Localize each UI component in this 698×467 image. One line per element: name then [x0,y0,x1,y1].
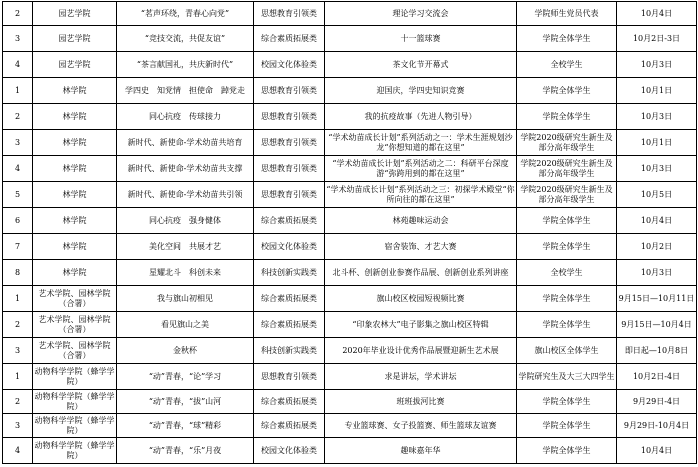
audience-cell: 学院师生党员代表 [517,2,617,26]
theme-cell: 同心抗疫 传球接力 [117,104,254,130]
category-cell: 综合素质拓展类 [254,414,325,438]
audience-cell: 全校学生 [517,260,617,286]
college-cell: 林学院 [33,104,117,130]
table-row [3,78,697,104]
college-cell: 园艺学院 [33,26,117,52]
activity-cell: 理论学习交流会 [325,2,517,26]
table-row [3,414,697,438]
college-cell: 林学院 [33,156,117,182]
audience-cell: 旗山校区全体学生 [517,338,617,364]
category-cell: 校园文化体验类 [254,234,325,260]
category-cell: 综合素质拓展类 [254,390,325,414]
audience-cell: 学院全体学生 [517,312,617,338]
row-number-cell: 2 [3,104,33,130]
theme-cell: 金秋杯 [117,338,254,364]
table-row [3,364,697,390]
date-cell: 10月2日-3日 [617,26,697,52]
row-number-cell: 4 [3,438,33,464]
audience-cell: 学院全体学生 [517,104,617,130]
table-row [3,182,697,208]
date-cell: 10月2日 [617,234,697,260]
audience-cell: 学院2020级研究生新生及部分高年级学生 [517,156,617,182]
audience-cell: 学院研究生及大三大四学生 [517,364,617,390]
row-number-cell: 5 [3,182,33,208]
audience-cell: 学院全体学生 [517,78,617,104]
audience-cell: 学院2020级研究生新生及部分高年级学生 [517,182,617,208]
activity-cell: “学术幼苗成长计划”系列活动之一：学术生涯规划沙龙“你想知道的都在这里” [325,130,517,156]
college-cell: 动物科学学院（蜂学学院） [33,364,117,390]
activity-cell: 迎国庆，学四史知识竞赛 [325,78,517,104]
category-cell: 校园文化体验类 [254,52,325,78]
row-number-cell: 6 [3,208,33,234]
theme-cell: 新时代、新使命-学术幼苗共培育 [117,130,254,156]
activity-cell: “印象农林大”电子影集之旗山校区特辑 [325,312,517,338]
theme-cell: “动”青春，“拔”山河 [117,390,254,414]
row-number-cell: 8 [3,260,33,286]
row-number-cell: 3 [3,338,33,364]
date-cell: 10月4日 [617,2,697,26]
category-cell: 思想教育引领类 [254,182,325,208]
audience-cell: 学院全体学生 [517,438,617,464]
category-cell: 思想教育引领类 [254,78,325,104]
college-cell: 林学院 [33,234,117,260]
theme-cell: “动”青春，“球”精彩 [117,414,254,438]
college-cell: 动物科学学院（蜂学学院） [33,438,117,464]
theme-cell: 我与旗山初相见 [117,286,254,312]
activity-cell: 求是讲坛，学术讲坛 [325,364,517,390]
theme-cell: 同心抗疫 强身健体 [117,208,254,234]
audience-cell: 学院2020级研究生新生及部分高年级学生 [517,130,617,156]
category-cell: 思想教育引领类 [254,104,325,130]
college-cell: 林学院 [33,182,117,208]
date-cell: 即日起—10月8日 [617,338,697,364]
activity-cell: “学术幼苗成长计划”系列活动之三：初探学术殿堂“你所向往的都在这里” [325,182,517,208]
college-cell: 林学院 [33,260,117,286]
table-row [3,234,697,260]
table-row [3,438,697,464]
category-cell: 思想教育引领类 [254,364,325,390]
audience-cell: 学院全体学生 [517,390,617,414]
theme-cell: “茗声环绕，青春心向党” [117,2,254,26]
activity-cell: 北斗杯、创新创业参赛作品展、创新创业系列讲座 [325,260,517,286]
college-cell: 艺术学院、园林学院（合署） [33,338,117,364]
table-row [3,312,697,338]
date-cell: 10月3日 [617,156,697,182]
category-cell: 思想教育引领类 [254,2,325,26]
row-number-cell: 1 [3,286,33,312]
table-row [3,208,697,234]
table-row [3,390,697,414]
date-cell: 9月15日—10月4日 [617,312,697,338]
activity-cell: 专业篮球赛、女子投篮赛、师生篮球友谊赛 [325,414,517,438]
date-cell: 10月1日 [617,78,697,104]
table-row [3,286,697,312]
category-cell: 思想教育引领类 [254,156,325,182]
audience-cell: 学院全体学生 [517,286,617,312]
theme-cell: 美化空间 共展才艺 [117,234,254,260]
audience-cell: 学院全体学生 [517,208,617,234]
table-row [3,130,697,156]
theme-cell: 看见旗山之美 [117,312,254,338]
date-cell: 10月4日 [617,438,697,464]
college-cell: 艺术学院、园林学院（合署） [33,286,117,312]
activity-cell: 茶文化节开幕式 [325,52,517,78]
category-cell: 思想教育引领类 [254,130,325,156]
college-cell: 动物科学学院（蜂学学院） [33,414,117,438]
theme-cell: 新时代、新使命-学术幼苗共引领 [117,182,254,208]
row-number-cell: 3 [3,26,33,52]
date-cell: 10月5日 [617,182,697,208]
date-cell: 10月3日 [617,104,697,130]
theme-cell: 新时代、新使命-学术幼苗共支撑 [117,156,254,182]
date-cell: 10月2日-4日 [617,364,697,390]
table-row [3,52,697,78]
row-number-cell: 3 [3,130,33,156]
row-number-cell: 7 [3,234,33,260]
row-number-cell: 1 [3,78,33,104]
category-cell: 科技创新实践类 [254,260,325,286]
activity-cell: 林苑趣味运动会 [325,208,517,234]
college-cell: 林学院 [33,130,117,156]
category-cell: 科技创新实践类 [254,338,325,364]
activity-cell: “学术幼苗成长计划”系列活动之二：科研平台深度游“弥跨用到的都在这里” [325,156,517,182]
table-row [3,2,697,26]
audience-cell: 学院全体学生 [517,26,617,52]
activity-schedule-table [2,1,697,464]
category-cell: 综合素质拓展类 [254,208,325,234]
activity-cell: 宿舍装饰、才艺大赛 [325,234,517,260]
theme-cell: 星耀北斗 科创未来 [117,260,254,286]
theme-cell: 学四史 知党情 担使命 踔党走 [117,78,254,104]
theme-cell: “动”青春，“乐”月夜 [117,438,254,464]
row-number-cell: 4 [3,156,33,182]
date-cell: 9月29日-4日 [617,390,697,414]
date-cell: 9月29日-10月4日 [617,414,697,438]
college-cell: 林学院 [33,208,117,234]
college-cell: 林学院 [33,78,117,104]
audience-cell: 学院全体学生 [517,414,617,438]
table-body [3,2,697,464]
row-number-cell: 2 [3,312,33,338]
activity-cell: 2020年毕业设计优秀作品展暨迎新生艺术展 [325,338,517,364]
row-number-cell: 2 [3,2,33,26]
activity-cell: 趣味嘉年华 [325,438,517,464]
date-cell: 10月4日 [617,208,697,234]
row-number-cell: 4 [3,52,33,78]
date-cell: 10月1日 [617,130,697,156]
theme-cell: “茶言献国礼，共庆新时代” [117,52,254,78]
date-cell: 9月15日—10月11日 [617,286,697,312]
category-cell: 综合素质拓展类 [254,26,325,52]
theme-cell: “竞技交流，共促友谊” [117,26,254,52]
category-cell: 校园文化体验类 [254,438,325,464]
activity-cell: 班班拔河比赛 [325,390,517,414]
row-number-cell: 1 [3,364,33,390]
date-cell: 10月3日 [617,260,697,286]
category-cell: 综合素质拓展类 [254,312,325,338]
table-row [3,156,697,182]
audience-cell: 全校学生 [517,52,617,78]
college-cell: 园艺学院 [33,2,117,26]
row-number-cell: 2 [3,390,33,414]
activity-cell: 十一篮球赛 [325,26,517,52]
college-cell: 动物科学学院（蜂学学院） [33,390,117,414]
activity-cell: 我的抗疫故事（先进人物引导） [325,104,517,130]
table-row [3,26,697,52]
table-row [3,104,697,130]
category-cell: 综合素质拓展类 [254,286,325,312]
table-row [3,260,697,286]
activity-cell: 旗山校区校园短视频比赛 [325,286,517,312]
date-cell: 10月3日 [617,52,697,78]
table-row [3,338,697,364]
audience-cell: 学院全体学生 [517,234,617,260]
row-number-cell: 3 [3,414,33,438]
theme-cell: “动”青春，“论”学习 [117,364,254,390]
college-cell: 艺术学院、园林学院（合署） [33,312,117,338]
college-cell: 园艺学院 [33,52,117,78]
